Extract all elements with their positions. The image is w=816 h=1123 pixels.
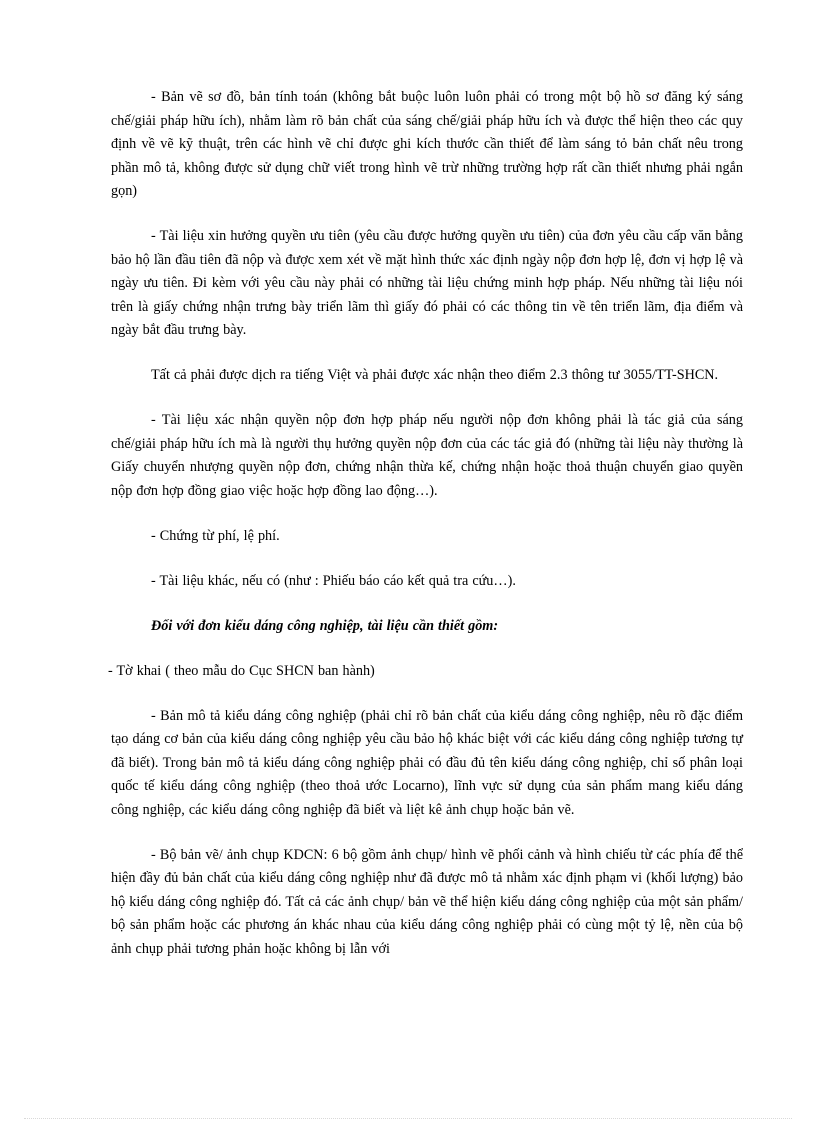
paragraph-priority-documents: - Tài liệu xin hưởng quyền ưu tiên (yêu cầu được hưởng quyền ưu tiên) của đơn yêu cầu cấp văn bằng bảo hộ lần đầu tiên đã nộp và được xem xét về mặt hình thức xác định ngày nộp đơn hợp lệ, đơn vị hợp lệ và ngày ưu tiên. Đi kèm với yêu cầu này phải có những tài liệu chứng minh hợp pháp. Nếu những tài liệu nói trên là giấy chứng nhận trưng bày triển lãm thì giấy đó phải có các thông tin về tên triển lãm, địa điểm và ngày bắt đầu trưng bày. xyxy=(111,228,743,338)
paragraph-fees: - Chứng từ phí, lệ phí. xyxy=(151,527,280,544)
section-heading-industrial-design: Đối với đơn kiểu dáng công nghiệp, tài liệu cần thiết gồm: xyxy=(151,617,499,634)
paragraph-other-documents: - Tài liệu khác, nếu có (như : Phiếu báo cáo kết quả tra cứu…). xyxy=(151,572,516,589)
paragraph-design-drawings: - Bộ bản vẽ/ ảnh chụp KDCN: 6 bộ gồm ảnh chụp/ hình vẽ phối cảnh và hình chiếu từ các phía để thể hiện đầy đủ bản chất của kiểu dáng công nghiệp như đã được mô tả nhằm xác định phạm vi (khối lượng) bảo hộ kiểu dáng công nghiệp đó. Tất cả các ảnh chụp/ bản vẽ thể hiện kiểu dáng công nghiệp của một sản phẩm/ bộ sản phẩm hoặc các phương án khác nhau của kiểu dáng công nghiệp phải có cùng một tỷ lệ, nền của bộ ảnh chụp phải tương phản hoặc không bị lẫn với xyxy=(111,846,743,957)
paragraph-declaration-form: - Tờ khai ( theo mẫu do Cục SHCN ban hành) xyxy=(108,662,375,679)
paragraph-design-description: - Bản mô tả kiểu dáng công nghiệp (phải chỉ rõ bản chất của kiểu dáng công nghiệp, nêu rõ đặc điểm tạo dáng cơ bản của kiểu dáng công nghiệp yêu cầu bảo hộ khác biệt với các kiểu dáng công nghiệp tương tự đã biết). Trong bản mô tả kiểu dáng công nghiệp phải có đầu đủ tên kiểu dáng công nghiệp, chỉ số phân loại quốc tế kiểu dáng công nghiệp (theo thoả ước Locarno), lĩnh vực sử dụng của sản phẩm mang kiểu dáng công nghiệp, các kiểu dáng công nghiệp đã biết và liệt kê ảnh chụp hoặc bản vẽ. xyxy=(111,707,743,818)
paragraph-filing-rights: - Tài liệu xác nhận quyền nộp đơn hợp pháp nếu người nộp đơn không phải là tác giả của sáng chế/giải pháp hữu ích mà là người thụ hưởng quyền nộp đơn của các tác giả đó (những tài liệu này thường là Giấy chuyển nhượng quyền nộp đơn, chứng nhận thừa kế, chứng nhận hoặc thoả thuận chuyển giao quyền nộp đơn hợp đồng giao việc hoặc hợp đồng lao động…). xyxy=(111,412,743,499)
paragraph-translation-note: Tất cả phải được dịch ra tiếng Việt và phải được xác nhận theo điểm 2.3 thông tư 3055/TT-SHCN. xyxy=(151,367,719,383)
paragraph-drawings: - Bản vẽ sơ đồ, bản tính toán (không bắt buộc luôn luôn phải có trong một bộ hồ sơ đăng ký sáng chế/giải pháp hữu ích), nhằm làm rõ bản chất của sáng chế/giải pháp hữu ích và được thể hiện theo các quy định về vẽ kỹ thuật, trên các hình vẽ chỉ được ghi kích thước cần thiết để làm sáng tỏ bản chất nêu trong phần mô tả, không được sử dụng chữ viết trong hình vẽ trừ những trường hợp rất cần thiết nhưng phải ngắn gọn) xyxy=(111,89,743,199)
document-page xyxy=(108,86,743,983)
page-bottom-divider xyxy=(24,1118,792,1119)
